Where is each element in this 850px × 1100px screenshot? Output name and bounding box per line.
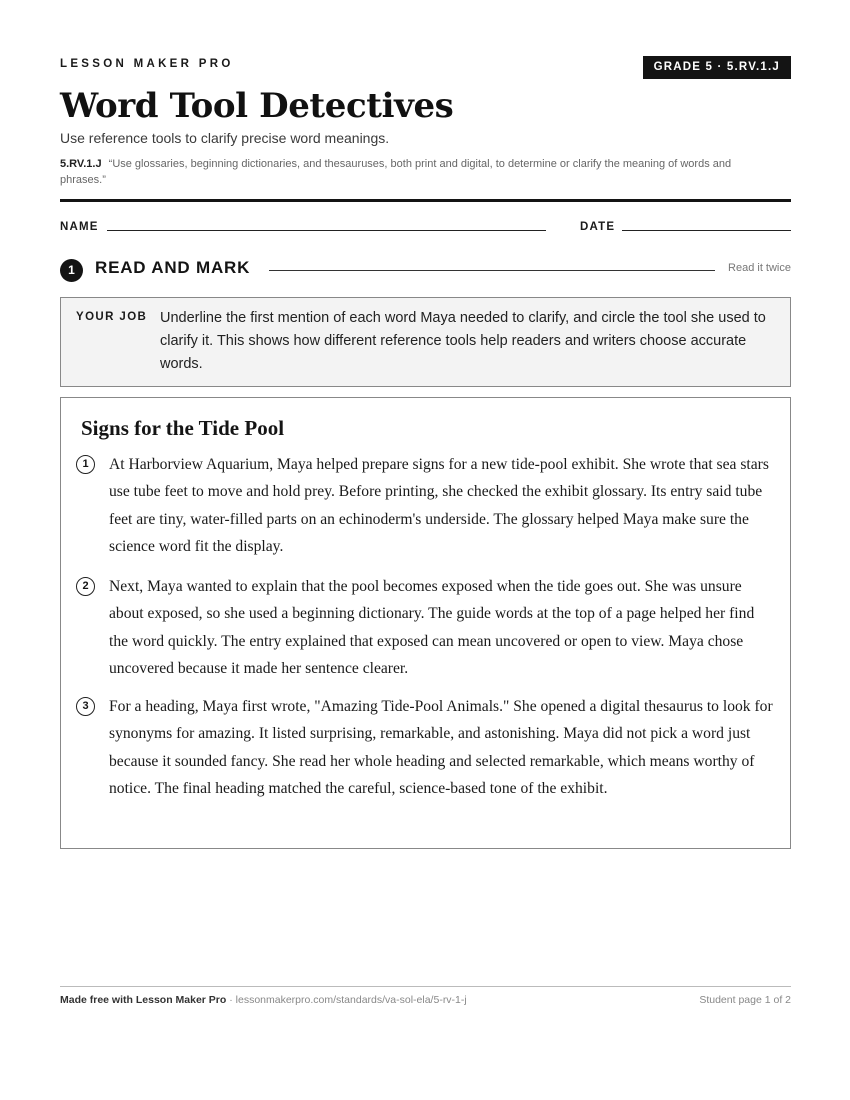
section-title: READ AND MARK — [95, 258, 251, 277]
story-title: Signs for the Tide Pool — [81, 416, 285, 440]
standard-text: “Use glossaries, beginning dictionaries, and thesauruses, both print and digital, to determine or clarify the meaning of words and phrases.” — [60, 158, 732, 186]
grade-badge: GRADE 5 · 5.RV.1.J — [643, 56, 791, 79]
paragraph-number-badge: 1 — [76, 455, 95, 474]
page-header — [60, 56, 791, 80]
instructions-text: Underline the first mention of each word Maya needed to clarify, and circle the tool she used to clarify it. This shows how different reference tools help readers and writers choose accurate words. — [160, 310, 766, 372]
worksheet-title: Word Tool Detectives — [60, 86, 454, 126]
page-indicator: Student page 1 of 2 — [699, 994, 791, 1006]
story-box — [60, 397, 791, 849]
name-field[interactable] — [107, 230, 546, 231]
footer-url[interactable]: · lessonmakerpro.com/standards/va-sol-ela/5-rv-1-j — [226, 994, 467, 1006]
section-header — [60, 257, 791, 283]
header-divider — [60, 199, 791, 202]
name-label: NAME — [60, 221, 99, 233]
footer-divider — [60, 986, 791, 987]
instructions-box — [60, 297, 791, 387]
section-divider — [269, 270, 715, 271]
date-field[interactable] — [622, 230, 791, 231]
paragraph-text: At Harborview Aquarium, Maya helped prepare signs for a new tide-pool exhibit. She wrote that sea stars use tube feet to move and hold prey. Before printing, she checked the exhibit glossary. Its entry said tube feet are tiny, water-filled parts on an echinoderm's underside. The glossary helped Maya make sure the science word fit the display. — [109, 456, 769, 555]
date-label: DATE — [580, 221, 616, 233]
paragraph-text: Next, Maya wanted to explain that the pool becomes exposed when the tide goes out. She was unsure about exposed, so she used a beginning dictionary. The guide words at the top of a page helped her find the word quickly. The entry explained that exposed can mean uncovered or open to view. Maya chose uncovered because it made her sentence clearer. — [109, 578, 755, 677]
brand-name: LESSON MAKER PRO — [60, 58, 234, 70]
section-note: Read it twice — [728, 262, 791, 274]
standard-code: 5.RV.1.J — [60, 158, 102, 170]
instructions-label: YOUR JOB — [76, 311, 148, 323]
paragraph-number-badge: 3 — [76, 697, 95, 716]
worksheet-subtitle: Use reference tools to clarify precise word meanings. — [60, 130, 390, 146]
footer-credit — [60, 994, 467, 1006]
paragraph-text: For a heading, Maya first wrote, "Amazing Tide-Pool Animals." She opened a digital thesaurus to look for synonyms for amazing. It listed surprising, remarkable, and astonishing. Maya did not pick a word just because it sounded fancy. She read her whole heading and selected remarkable, which means worthy of notice. The final heading matched the careful, science-based tone of the exhibit. — [109, 698, 773, 797]
footer-made-with: Made free with Lesson Maker Pro — [60, 994, 227, 1006]
standard-description — [60, 156, 780, 188]
paragraph-number-badge: 2 — [76, 577, 95, 596]
section-number-badge: 1 — [60, 259, 83, 282]
